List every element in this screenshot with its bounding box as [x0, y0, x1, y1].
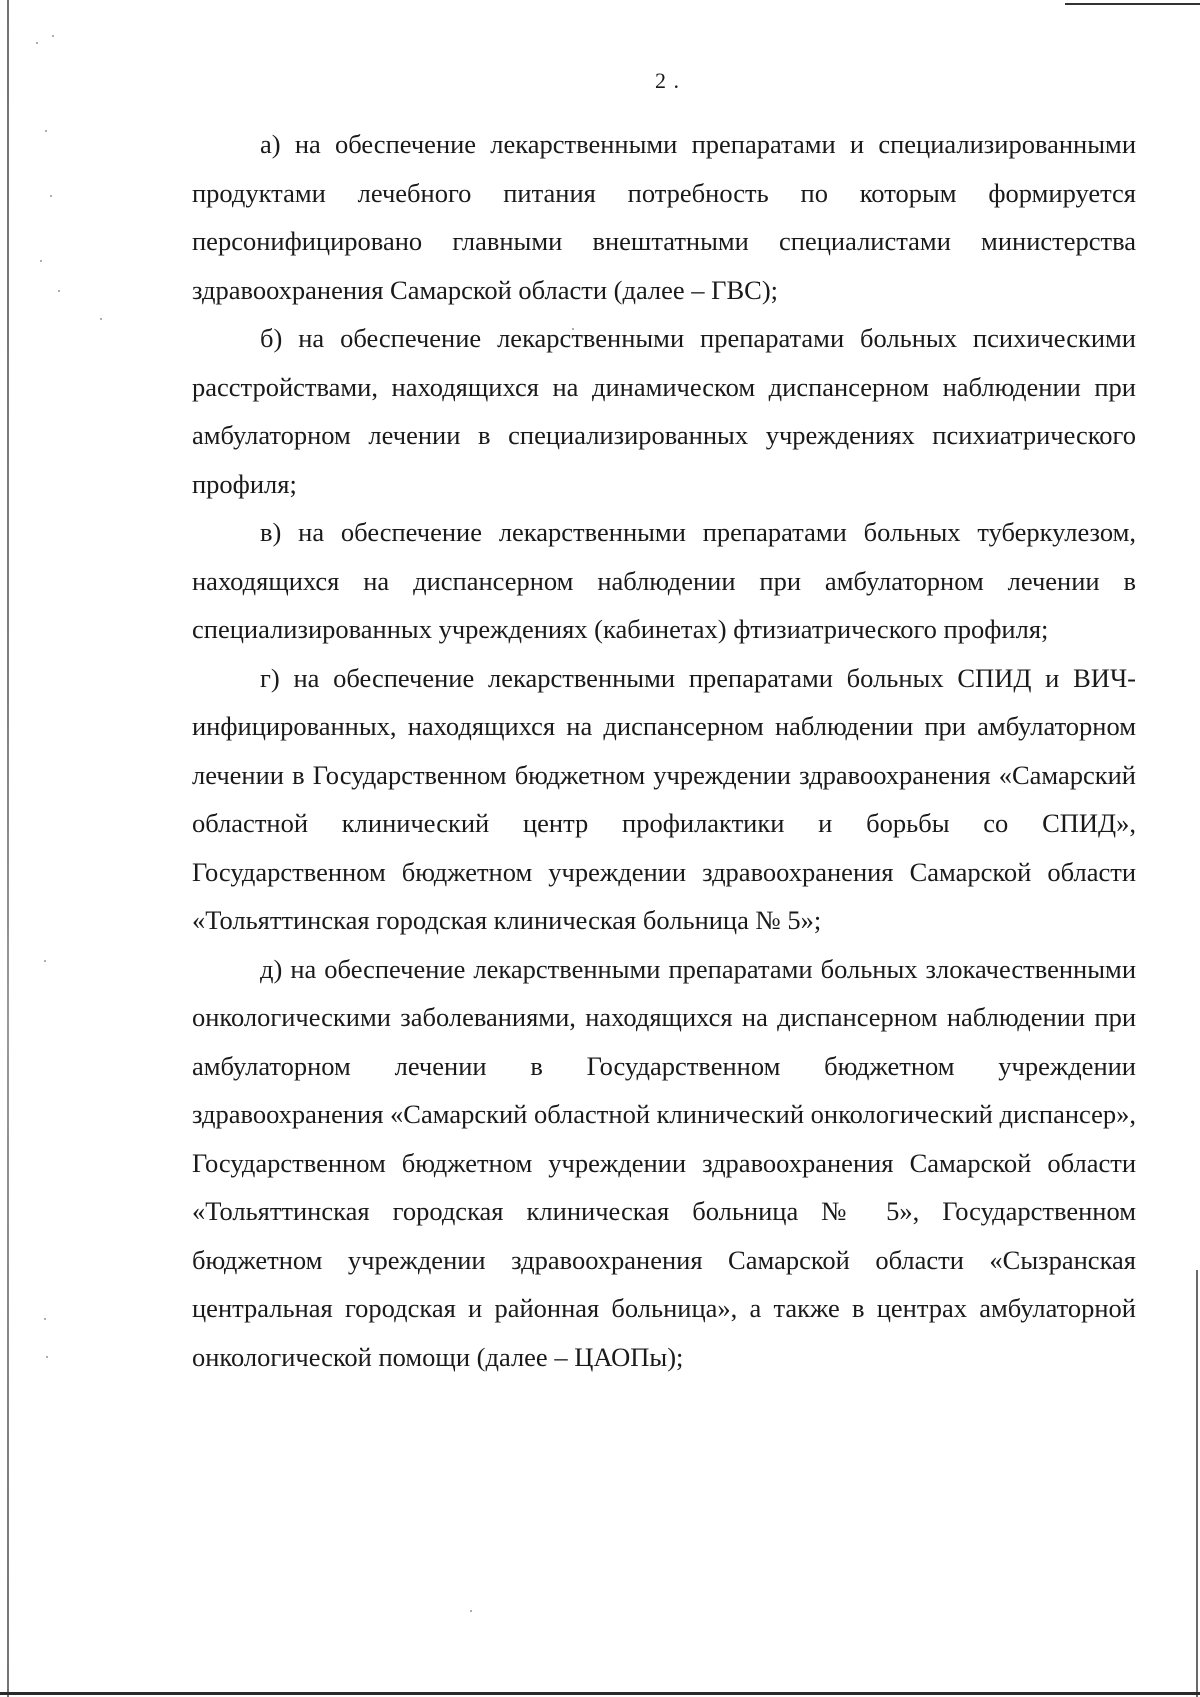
scan-speck [44, 1318, 46, 1320]
scan-speck [44, 960, 46, 962]
paragraph-b: б) на обеспечение лекарственными препаратами больных психическими расстройствами, находящихся на динамическом диспансерном наблюдении при амбулаторном лечении в специализированных учреждениях психиатрического профиля; [192, 323, 1136, 499]
scan-edge-left [7, 0, 9, 1697]
scan-speck [470, 1610, 472, 1612]
paragraph-v: в) на обеспечение лекарственными препаратами больных туберкулезом, находящихся на диспансерном наблюдении при амбулаторном лечении в специализированных учреждениях (кабинетах) фтизиатрического профиля; [192, 517, 1136, 644]
scan-edge-bottom [0, 1692, 1200, 1695]
scan-edge-right [1196, 1270, 1198, 1697]
scan-speck [46, 1356, 48, 1358]
scan-speck [52, 35, 54, 37]
paragraph-d: д) на обеспечение лекарственными препаратами больных злокачественными онкологическими заболеваниями, находящихся на диспансерном наблюдении при амбулаторном лечении в Государственном бюджетном учреждении здравоохранения «Самарский областной клинический онкологический диспансер», Государственном бюджетном учреждении здравоохранения Самарской области «Тольяттинская городская клиническая больница № 5», Государственном бюджетном учреждении здравоохранения Самарской области «Сызранская центральная городская и районная больница», а также в центрах амбулаторной онкологической помощи (далее – ЦАОПы); [192, 953, 1136, 1372]
document-body [192, 120, 1136, 1381]
scan-edge-top [1065, 3, 1200, 5]
paragraph-g: г) на обеспечение лекарственными препаратами больных СПИД и ВИЧ-инфицированных, находящихся на диспансерном наблюдении при амбулаторном лечении в Государственном бюджетном учреждении здравоохранения «Самарский областной клинический центр профилактики и борьбы со СПИД», Государственном бюджетном учреждении здравоохранения Самарской области «Тольяттинская городская клиническая больница № 5»; [192, 662, 1136, 935]
scan-speck [40, 260, 42, 262]
scan-speck [36, 42, 38, 44]
scan-speck [50, 195, 52, 197]
scan-speck [100, 318, 102, 320]
scan-speck [58, 290, 60, 292]
page-number: 2 . [655, 68, 680, 93]
paragraph-a: а) на обеспечение лекарственными препаратами и специализированными продуктами лечебного питания потребность по которым формируется персонифицировано главными внештатными специалистами министерства здравоохранения Самарской области (далее – ГВС); [192, 129, 1136, 305]
scan-speck [45, 130, 47, 132]
